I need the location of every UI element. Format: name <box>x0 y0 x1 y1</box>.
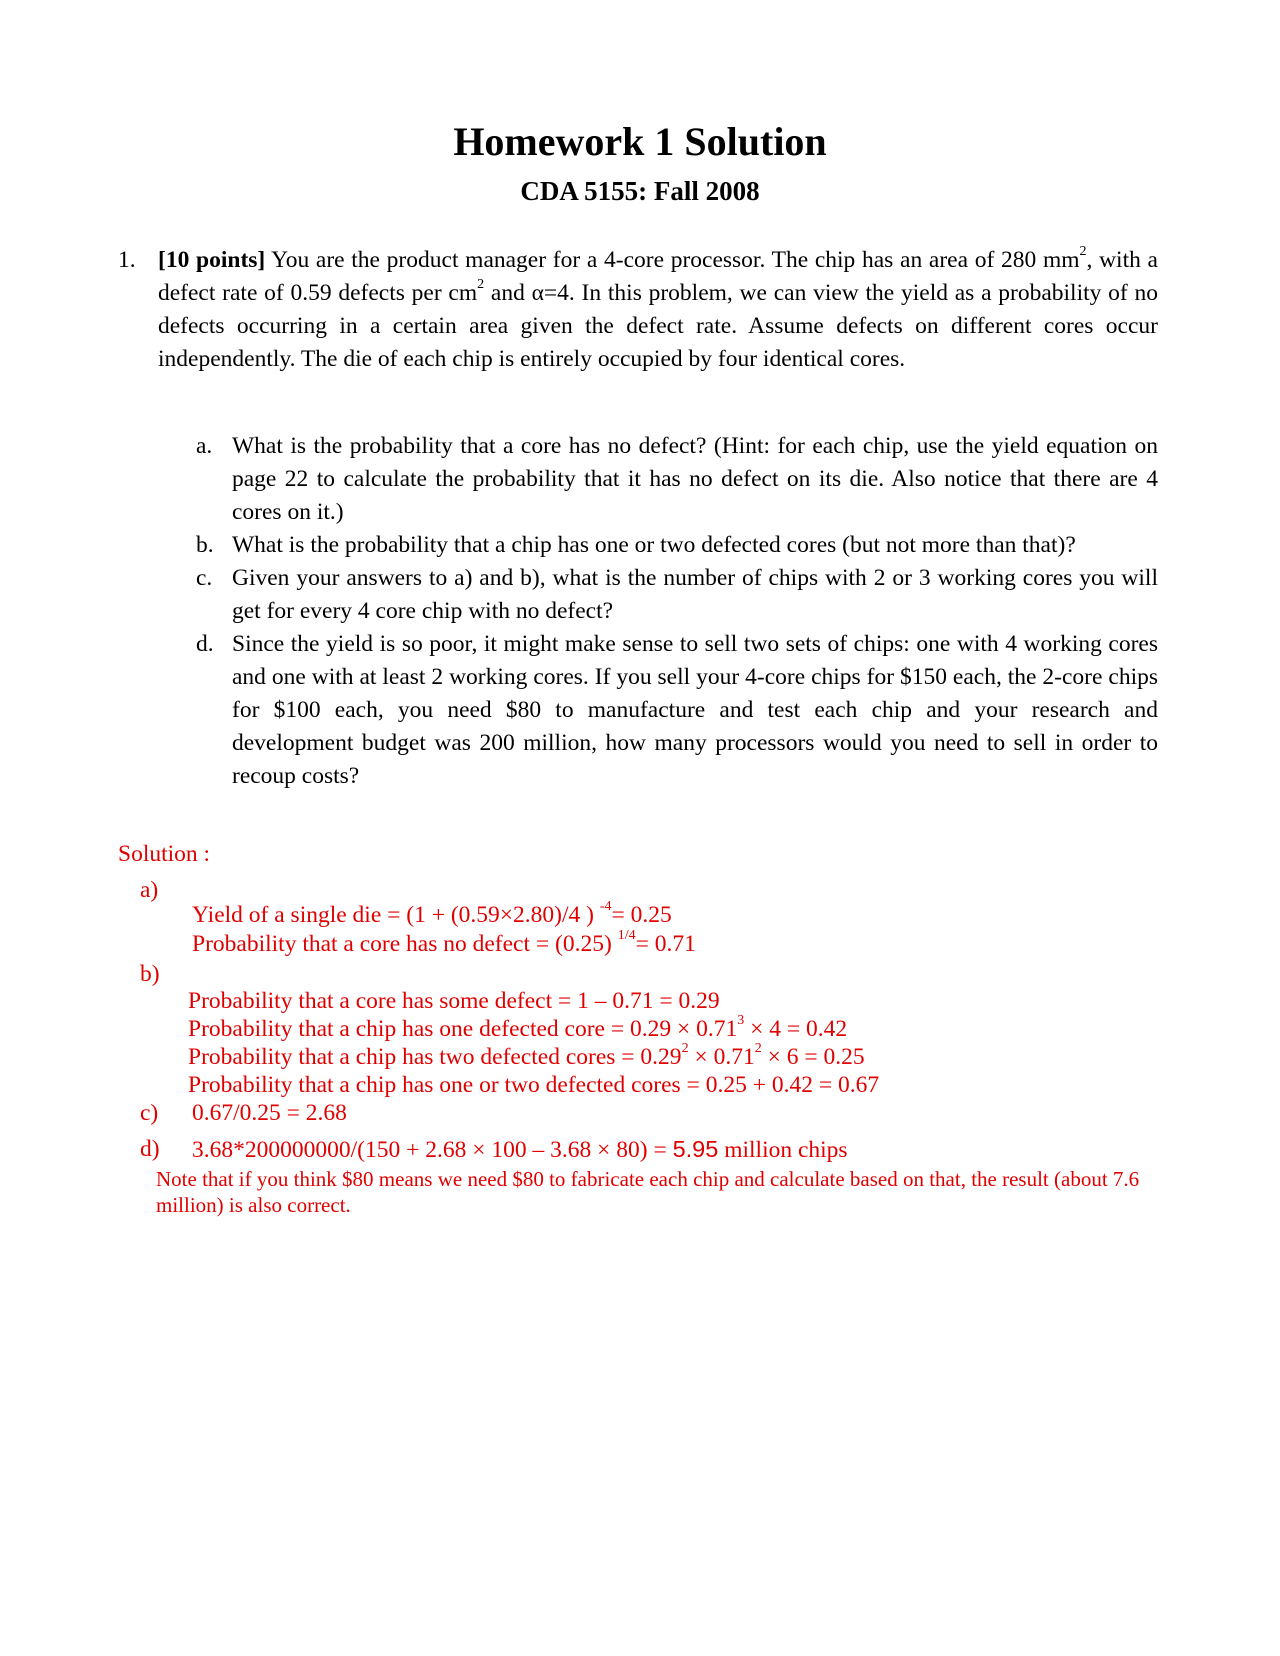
problem-sup-2: 2 <box>477 277 485 293</box>
part-c <box>196 562 1158 628</box>
solution-c-line: 0.67/0.25 = 2.68 <box>192 1100 347 1126</box>
solution-note: Note that if you think $80 means we need $80 to fabricate each chip and calculate based on that, the result (about 7.6 million) is also correct. <box>156 1167 1140 1217</box>
part-text: Given your answers to a) and b), what is the number of chips with 2 or 3 working cores you will get for every 4 core chip with no defect? <box>232 565 1158 624</box>
problem-parts <box>196 430 1158 793</box>
solution-b-label: b) <box>140 961 160 987</box>
part-label: d. <box>196 631 214 657</box>
solution-a-line-2 <box>192 930 696 958</box>
part-b <box>196 529 1158 562</box>
course-subtitle: CDA 5155: Fall 2008 <box>520 176 760 206</box>
problem-statement <box>158 244 1158 376</box>
solution-b-line-2 <box>188 1015 847 1043</box>
part-text: Since the yield is so poor, it might make sense to sell two sets of chips: one with 4 working cores and one with at least 2 working cores. If you sell your 4-core chips for $150 each, the 2-core chips for $100 each, you need $80 to manufacture and test each chip and your research and development budget was 200 million, how many processors would you need to sell in order to recoup costs? <box>232 631 1158 789</box>
problem-points: [10 points] <box>158 247 266 273</box>
text: 3.68*200000000/(150 + 2.68 × 100 – 3.68 × 80) = <box>192 1137 673 1163</box>
solution-a-label: a) <box>140 877 159 903</box>
page-title: Homework 1 Solution <box>453 119 827 164</box>
solution-title: Solution : <box>118 841 211 867</box>
part-d <box>196 628 1158 793</box>
part-a <box>196 430 1158 529</box>
superscript: -4 <box>599 899 612 915</box>
text: million chips <box>718 1137 848 1163</box>
solution-c-label: c) <box>140 1100 159 1126</box>
part-label: b. <box>196 532 214 558</box>
solution-d-label: d) <box>140 1136 160 1162</box>
solution-d-line <box>192 1135 848 1164</box>
problem-sup-1: 2 <box>1079 244 1087 260</box>
problem-text-2: , with a defect rate of 0.59 defects per cm <box>158 247 1158 306</box>
text: = 0.71 <box>635 931 696 957</box>
part-label: c. <box>196 565 213 591</box>
solution-b-line-4: Probability that a chip has one or two defected cores = 0.25 + 0.42 = 0.67 <box>188 1072 880 1098</box>
superscript: 1/4 <box>617 928 636 944</box>
problem-text-1: You are the product manager for a 4-core processor. The chip has an area of 280 mm <box>265 247 1080 273</box>
superscript: 2 <box>681 1041 689 1057</box>
text: × 6 = 0.25 <box>761 1044 865 1070</box>
text: Yield of a single die = (1 + (0.59×2.80)/4 ) <box>192 902 600 928</box>
part-text: What is the probability that a chip has one or two defected cores (but not more than that)? <box>232 532 1076 558</box>
solution-b-line-3 <box>188 1043 865 1071</box>
text: Probability that a core has no defect = (0.25) <box>192 931 618 957</box>
result-value: 5.95 <box>672 1136 719 1162</box>
text: Probability that a chip has one defected core = 0.29 × 0.71 <box>188 1016 738 1042</box>
solution-b-line-1: Probability that a core has some defect = 1 – 0.71 = 0.29 <box>188 988 720 1014</box>
problem-text-3: and α=4. In this problem, we can view the yield as a probability of no defects occurring in a certain area given the defect rate. Assume defects on different cores occur independently. The die of each chip is entirely occupied by four identical cores. <box>158 280 1158 372</box>
text: = 0.25 <box>611 902 672 928</box>
problem-1 <box>118 244 1158 376</box>
superscript: 3 <box>737 1013 745 1029</box>
superscript: 2 <box>754 1041 762 1057</box>
text: Probability that a chip has two defected cores = 0.29 <box>188 1044 682 1070</box>
text: × 4 = 0.42 <box>744 1016 848 1042</box>
text: × 0.71 <box>688 1044 755 1070</box>
solution-a-line-1 <box>192 901 672 929</box>
problem-number: 1. <box>118 247 136 273</box>
part-label: a. <box>196 433 213 459</box>
part-text: What is the probability that a core has no defect? (Hint: for each chip, use the yield equation on page 22 to calculate the probability that it has no defect on its die. Also notice that there are 4 cores on it.) <box>232 433 1158 525</box>
